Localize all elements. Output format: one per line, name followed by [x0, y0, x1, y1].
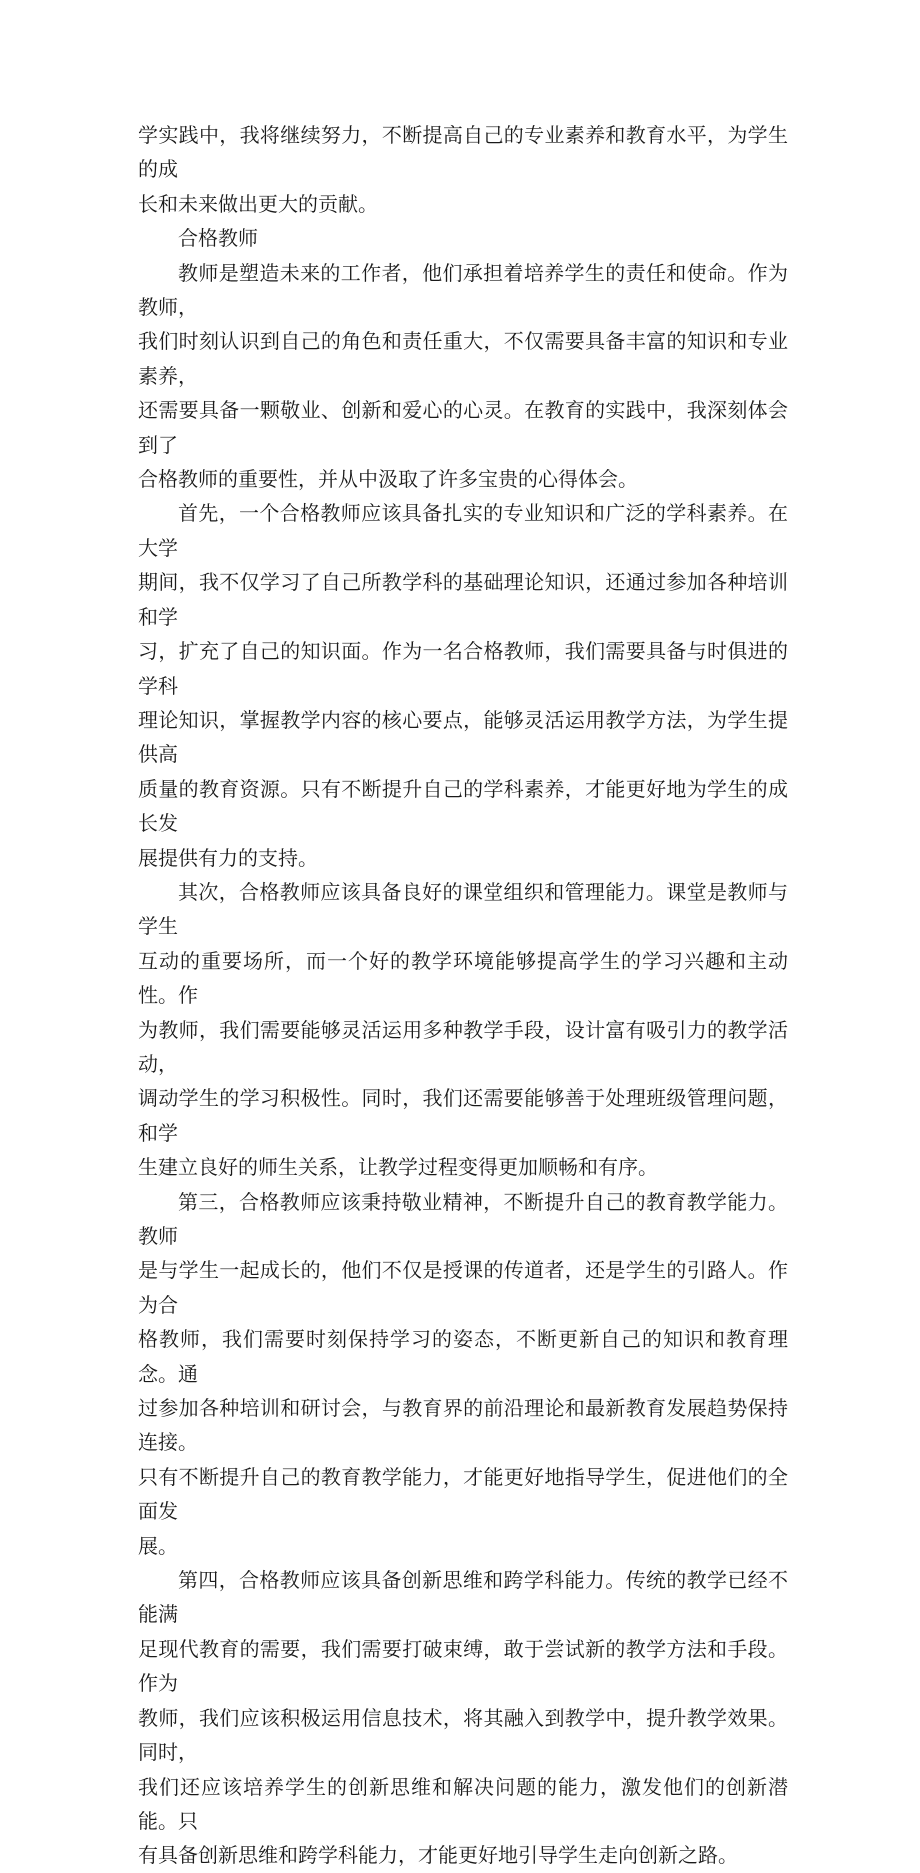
paragraph-second: 其次，合格教师应该具备良好的课堂组织和管理能力。课堂是教师与学生 互动的重要场所，而一个好的教学环境能够提高学生的学习兴趣和主动性。作 为教师，我们需要能够灵活运用多种教学手段，设计富有吸引力的教学活动， 调动学生的学习积极性。同时，我们还需要能够善于处理班级管理问题，和学 生建立良好的师生关系，让教学过程变得更加顺畅和有序。 — [138, 879, 788, 1180]
document-page — [138, 118, 788, 1873]
paragraph-fourth: 第四，合格教师应该具备创新思维和跨学科能力。传统的教学已经不能满 足现代教育的需要，我们需要打破束缚，敢于尝试新的教学方法和手段。作为 教师，我们应该积极运用信息技术，将其融入到教学中，提升教学效果。同时， 我们还应该培养学生的创新思维和解决问题的能力，激发他们的创新潜能。只 有具备创新思维和跨学科能力，才能更好地引导学生走向创新之路。 — [138, 1568, 788, 1868]
paragraph-intro: 教师是塑造未来的工作者，他们承担着培养学生的责任和使命。作为教师， 我们时刻认识到自己的角色和责任重大，不仅需要具备丰富的知识和专业素养， 还需要具备一颗敬业、创新和爱心的心灵。在教育的实践中，我深刻体会到了 合格教师的重要性，并从中汲取了许多宝贵的心得体会。 — [138, 260, 788, 492]
paragraph-third: 第三，合格教师应该秉持敬业精神，不断提升自己的教育教学能力。教师 是与学生一起成长的，他们不仅是授课的传道者，还是学生的引路人。作为合 格教师，我们需要时刻保持学习的姿态，不断更新自己的知识和教育理念。通 过参加各种培训和研讨会，与教育界的前沿理论和最新教育发展趋势保持连接。 只有不断提升自己的教育教学能力，才能更好地指导学生，促进他们的全面发 展。 — [138, 1189, 788, 1558]
section-heading: 合格教师 — [178, 226, 258, 251]
paragraph-continuation: 学实践中，我将继续努力，不断提高自己的专业素养和教育水平，为学生的成 长和未来做出更大的贡献。 — [138, 123, 788, 216]
paragraph-first: 首先，一个合格教师应该具备扎实的专业知识和广泛的学科素养。在大学 期间，我不仅学习了自己所教学科的基础理论知识，还通过参加各种培训和学 习，扩充了自己的知识面。作为一名合格教师，我们需要具备与时俱进的学科 理论知识，掌握教学内容的核心要点，能够灵活运用教学方法，为学生提供高 质量的教育资源。只有不断提升自己的学科素养，才能更好地为学生的成长发 展提供有力的支持。 — [138, 501, 788, 870]
